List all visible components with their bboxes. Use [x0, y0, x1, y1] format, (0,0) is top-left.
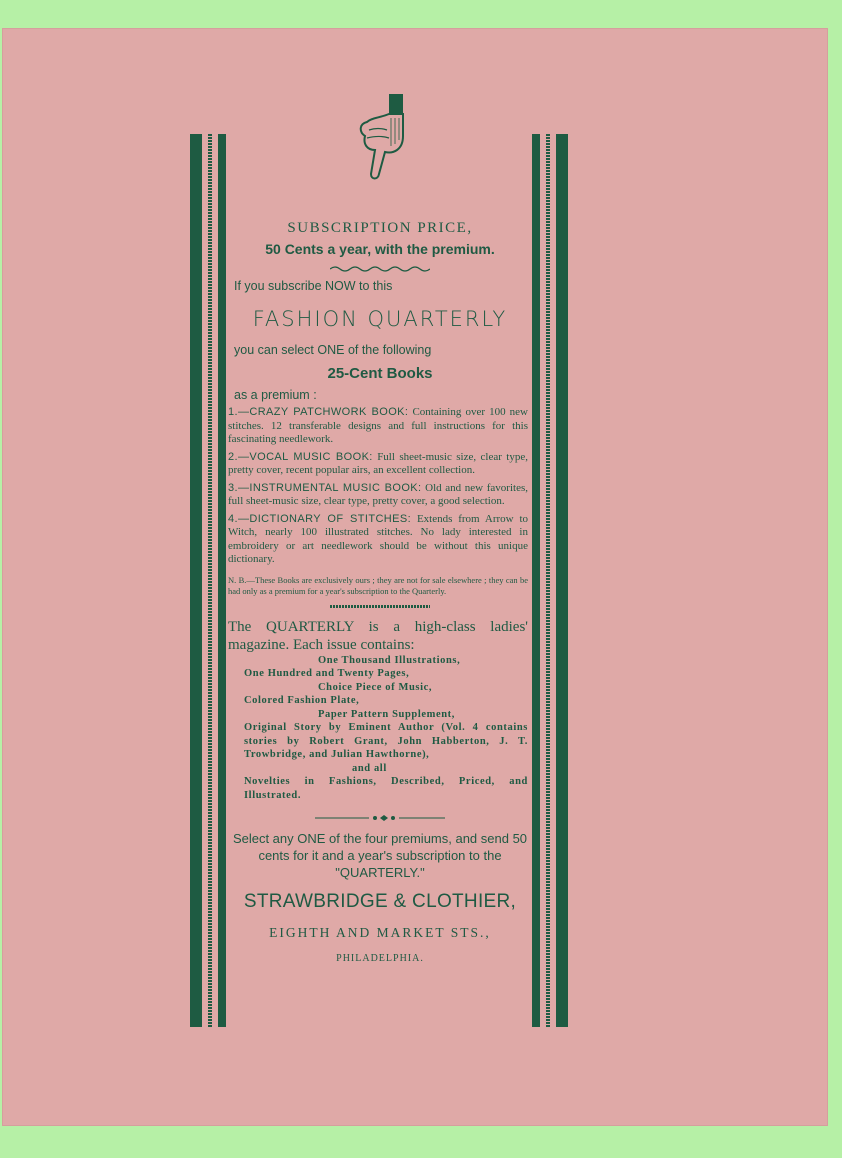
books-heading: 25-Cent Books [327, 365, 433, 382]
contents-item: Colored Fashion Plate, [244, 695, 360, 706]
note-text: N. B.—These Books are exclusively ours ; they are not for sale elsewhere ; they can be had only as a premium for a year's subscription to the Quarterly. [228, 574, 528, 596]
premium-title: 3.—INSTRUMENTAL MUSIC BOOK: [228, 481, 422, 494]
premium-title: 2.—VOCAL MUSIC BOOK: [228, 450, 373, 463]
premium-text: Extends from Arrow to Witch, nearly 100 illustrated stitches. No lady interested in embroidery or art needlework should be without this unique dictionary. [228, 512, 528, 565]
select-one-text: you can select ONE of the following [234, 343, 432, 357]
firm-city: PHILADELPHIA. [336, 953, 424, 964]
subscribe-now-text: If you subscribe NOW to this [234, 279, 393, 293]
advertisement-panel [228, 92, 532, 964]
contents-item: One Thousand Illustrations, [318, 654, 461, 666]
as-premium-text: as a premium : [234, 388, 317, 402]
contents-item: Novelties in Fashions, Described, Priced, and Illustrated. [244, 776, 528, 801]
contents-item: Choice Piece of Music, [318, 681, 433, 693]
premium-title: 1.—CRAZY PATCHWORK BOOK: [228, 406, 409, 418]
contents-item: Paper Pattern Supplement, [318, 708, 456, 720]
contents-item: One Hundred and Twenty Pages, [244, 668, 410, 679]
wavy-divider [330, 265, 430, 273]
subscription-price-heading: SUBSCRIPTION PRICE, [287, 220, 473, 236]
premium-item [228, 451, 528, 478]
select-premium-text: Select any ONE of the four premiums, and send 50 cents for it and a year's subscription to the "QUARTERLY." [232, 831, 528, 880]
magazine-title: FASHION QUARTERLY [252, 307, 508, 331]
price-line: 50 Cents a year, with the premium. [265, 241, 495, 257]
ornamental-divider [315, 814, 445, 822]
issue-contents-list [228, 654, 528, 803]
firm-name: STRAWBRIDGE & CLOTHIER, [243, 891, 517, 912]
premium-item [228, 482, 528, 509]
premium-title: 4.—DICTIONARY OF STITCHES: [228, 512, 412, 525]
quarterly-intro: The QUARTERLY is a high-class ladies' magazine. Each issue contains: [228, 618, 528, 653]
left-border-rule [190, 134, 226, 1027]
premium-text: Full sheet-music size, clear type, pretty cover, recent popular airs, an excellent collection. [228, 450, 528, 476]
contents-item: Original Story by Eminent Author (Vol. 4 contains stories by Robert Grant, John Habberton, J. T. Trowbridge, and Julian Hawthorne), [244, 722, 528, 760]
contents-item: and all [352, 762, 387, 774]
dotted-divider [330, 605, 430, 608]
pointing-hand-icon [345, 92, 415, 184]
premium-item [228, 406, 528, 447]
premium-item [228, 513, 528, 567]
right-border-rule [532, 134, 568, 1027]
premium-text: Old and new favorites, full sheet-music size, clear type, pretty cover, a good selection. [228, 481, 528, 507]
premium-text: Containing over 100 new stitches. 12 transferable designs and full instructions for this fascinating needlework. [228, 406, 529, 445]
firm-address: EIGHTH AND MARKET STS., [269, 925, 491, 940]
premium-list [228, 406, 532, 567]
